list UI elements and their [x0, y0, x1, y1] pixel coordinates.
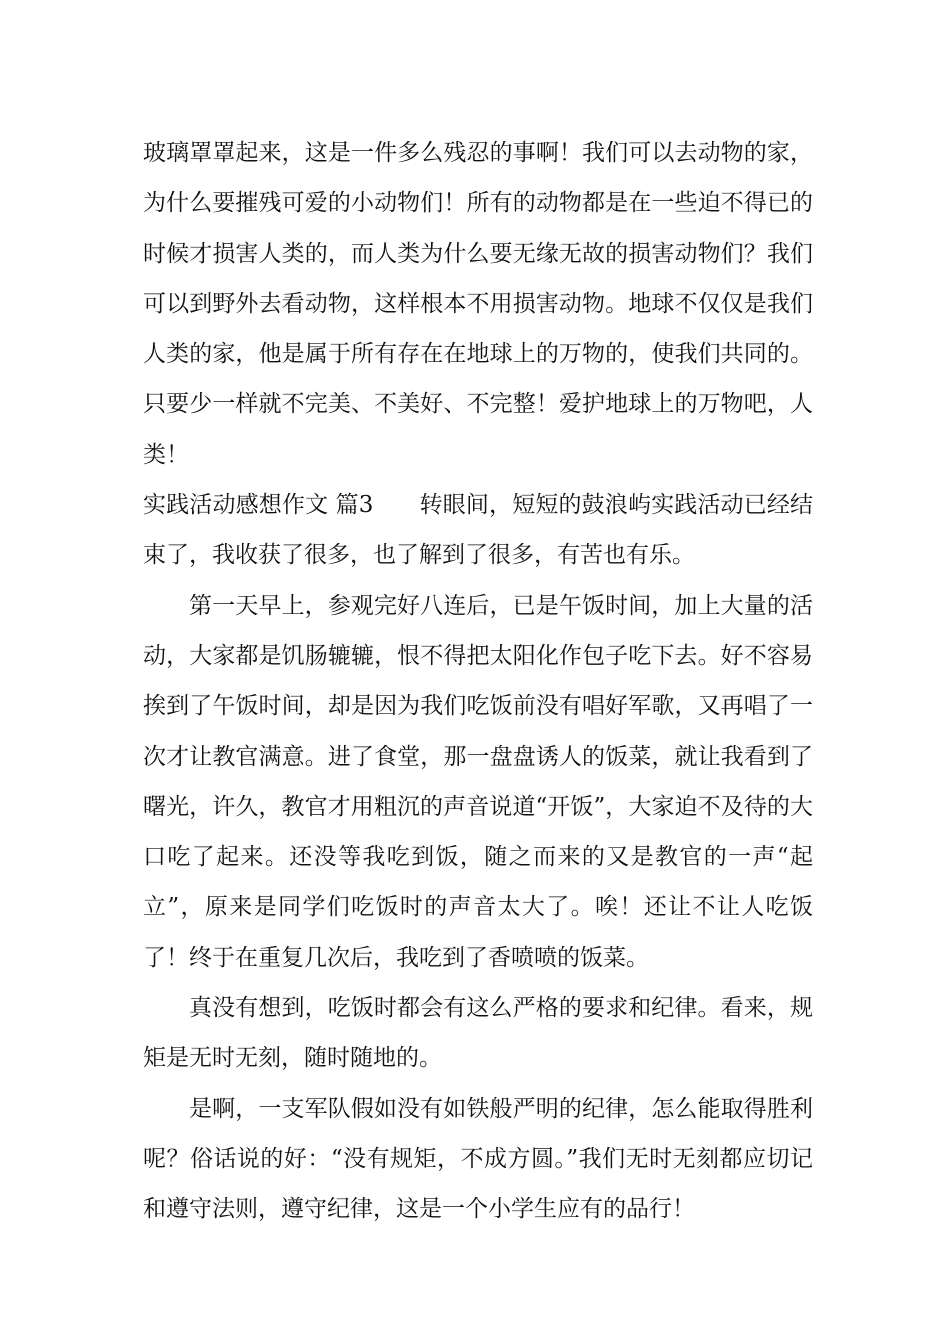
- paragraph-continuation: 玻璃罩罩起来，这是一件多么残忍的事啊！我们可以去动物的家，为什么要摧残可爱的小动物们！所有的动物都是在一些迫不得已的时候才损害人类的，而人类为什么要无缘无故的损害动物们？我们可以到野外去看动物，这样根本不用损害动物。地球不仅仅是我们人类的家，他是属于所有存在在地球上的万物的，使我们共同的。只要少一样就不完美、不美好、不完整！爱护地球上的万物吧，人类！: [143, 140, 813, 468]
- paragraph-lunch: 第一天早上，参观完好八连后，已是午饭时间，加上大量的活动，大家都是饥肠辘辘，恨不得把太阳化作包子吃下去。好不容易挨到了午饭时间，却是因为我们吃饭前没有唱好军歌，又再唱了一次才让教官满意。进了食堂，那一盘盘诱人的饭菜，就让我看到了曙光，许久，教官才用粗沉的声音说道“开饭”，大家迫不及待的大口吃了起来。还没等我吃到饭，随之而来的又是教官的一声“起立”，原来是同学们吃饭时的声音太大了。唉！还让不让人吃饭了！终于在重复几次后，我吃到了香喷喷的饭菜。: [143, 592, 813, 971]
- section-intro-text: 转眼间，短短的鼓浪屿实践活动已经结束了，我收获了很多，也了解到了很多，有苦也有乐。: [143, 492, 814, 569]
- paragraph-rules: 真没有想到，吃饭时都会有这么严格的要求和纪律。看来，规矩是无时无刻，随时随地的。: [143, 995, 813, 1072]
- section-title: 实践活动感想作文 篇3: [143, 492, 374, 519]
- section-intro-paragraph: [143, 480, 813, 581]
- document-body: [143, 128, 813, 1235]
- paragraph-discipline: 是啊，一支军队假如没有如铁般严明的纪律，怎么能取得胜利呢？俗话说的好：“没有规矩，不成方圆。”我们无时无刻都应切记和遵守法则，遵守纪律，这是一个小学生应有的品行！: [143, 1095, 813, 1223]
